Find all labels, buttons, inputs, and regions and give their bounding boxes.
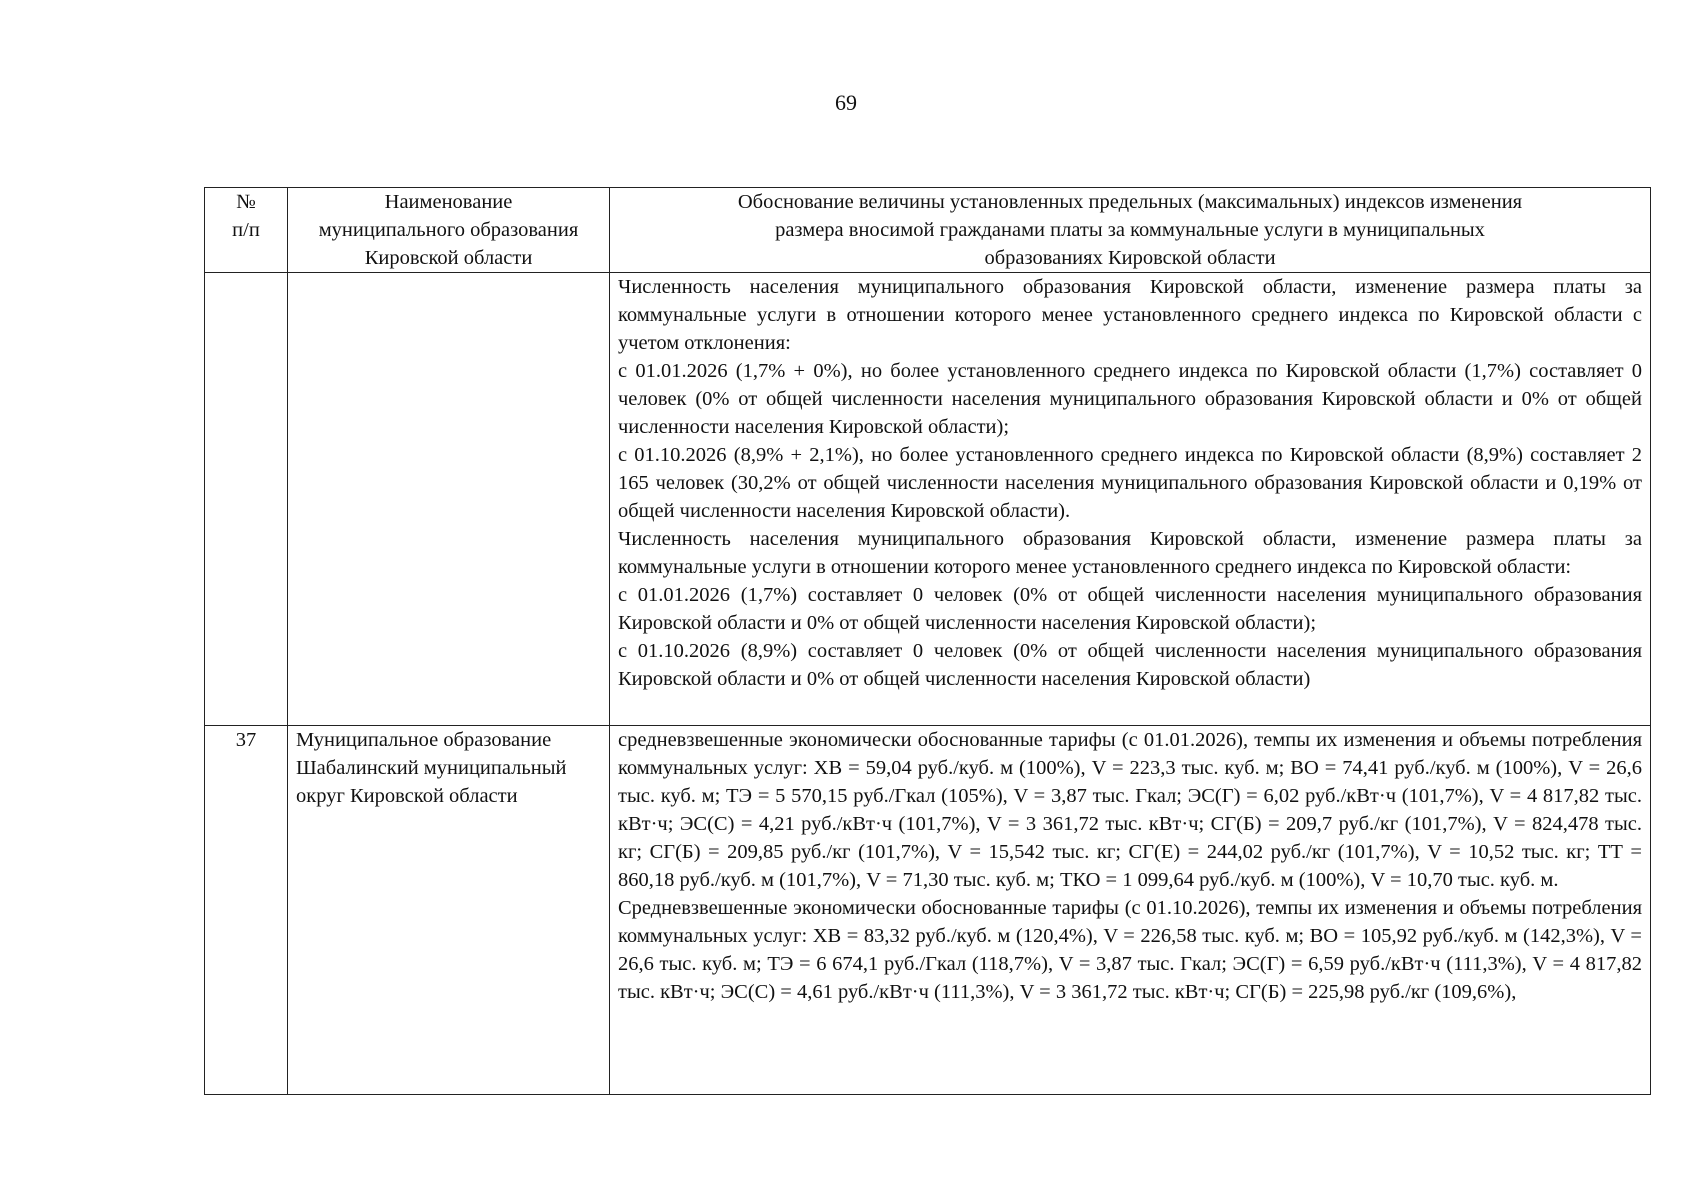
header-municipality-text: Наименование муниципального образования Кировской области xyxy=(318,191,579,269)
tariff-table xyxy=(204,187,1651,1095)
basis-paragraph: с 01.01.2026 (1,7%) составляет 0 человек (0% от общей численности населения муниципального образования Кировской области и 0% от общей численности населения Кировской области); xyxy=(618,584,1642,634)
row-municipality: Муниципальное образование Шабалинский муниципальный округ Кировской области xyxy=(288,726,610,1095)
header-basis xyxy=(610,188,1651,273)
basis-paragraph: с 01.10.2026 (8,9%) составляет 0 человек (0% от общей численности населения муниципального образования Кировской области и 0% от общей численности населения Кировской области) xyxy=(618,640,1642,690)
basis-paragraph: Численность населения муниципального образования Кировской области, изменение размера платы за коммунальные услуги в отношении которого менее установленного среднего индекса по Кировской области: xyxy=(618,528,1642,578)
header-number-text: № п/п xyxy=(232,191,260,241)
header-basis-text: Обоснование величины установленных предельных (максимальных) индексов изменения размера вносимой гражданами платы за коммунальные услуги в муниципальных образованиях Кировской области xyxy=(737,191,1523,269)
table-row xyxy=(205,273,1651,726)
header-number xyxy=(205,188,288,273)
header-municipality xyxy=(288,188,610,273)
basis-paragraph: Средневзвешенные экономически обоснованные тарифы (с 01.10.2026), темпы их изменения и объемы потребления коммунальных услуг: ХВ = 83,32 руб./куб. м (120,4%), V = 226,58 тыс. куб. м; ВО = 105,92 руб./куб. м (142,3%), V = 26,6 тыс. куб. м; ТЭ = 6 674,1 руб./Гкал (118,7%), V = 3,87 тыс. Гкал; ЭС(Г) = 6,59 руб./кВт·ч (111,3%), V = 4 817,82 тыс. кВт·ч; ЭС(С) = 4,61 руб./кВт·ч (111,3%), V = 3 361,72 тыс. кВт·ч; СГ(Б) = 225,98 руб./кг (109,6%), xyxy=(618,897,1642,1003)
row-municipality xyxy=(288,273,610,726)
basis-paragraph: Численность населения муниципального образования Кировской области, изменение размера платы за коммунальные услуги в отношении которого менее установленного среднего индекса по Кировской области с учетом отклонения: xyxy=(618,276,1642,354)
table-row xyxy=(205,726,1651,1095)
basis-paragraph: средневзвешенные экономически обоснованные тарифы (с 01.01.2026), темпы их изменения и объемы потребления коммунальных услуг: ХВ = 59,04 руб./куб. м (100%), V = 223,3 тыс. куб. м; ВО = 74,41 руб./куб. м (100%), V = 26,6 тыс. куб. м; ТЭ = 5 570,15 руб./Гкал (105%), V = 3,87 тыс. Гкал; ЭС(Г) = 6,02 руб./кВт·ч (101,7%), V = 4 817,82 тыс. кВт·ч; ЭС(С) = 4,21 руб./кВт·ч (101,7%), V = 3 361,72 тыс. кВт·ч; СГ(Б) = 209,7 руб./кг (101,7%), V = 824,478 тыс. кг; СГ(Б) = 209,85 руб./кг (101,7%), V = 15,542 тыс. кг; СГ(Е) = 244,02 руб./кг (101,7%), V = 10,52 тыс. кг; ТТ = 860,18 руб./куб. м (101,7%), V = 71,30 тыс. куб. м; ТКО = 1 099,64 руб./куб. м (100%), V = 10,70 тыс. куб. м. xyxy=(618,729,1642,891)
page-number: 69 xyxy=(835,90,857,115)
row-basis xyxy=(610,273,1651,726)
table-header-row xyxy=(205,188,1651,273)
row-number xyxy=(205,273,288,726)
row-basis xyxy=(610,726,1651,1095)
row-number: 37 xyxy=(205,726,288,1095)
basis-paragraph: с 01.10.2026 (8,9% + 2,1%), но более установленного среднего индекса по Кировской области (8,9%) составляет 2 165 человек (30,2% от общей численности населения муниципального образования Кировской области и 0,19% от общей численности населения Кировской области). xyxy=(618,444,1642,522)
basis-paragraph: с 01.01.2026 (1,7% + 0%), но более установленного среднего индекса по Кировской области (1,7%) составляет 0 человек (0% от общей численности населения муниципального образования Кировской области и 0% от общей численности населения Кировской области); xyxy=(618,360,1642,438)
